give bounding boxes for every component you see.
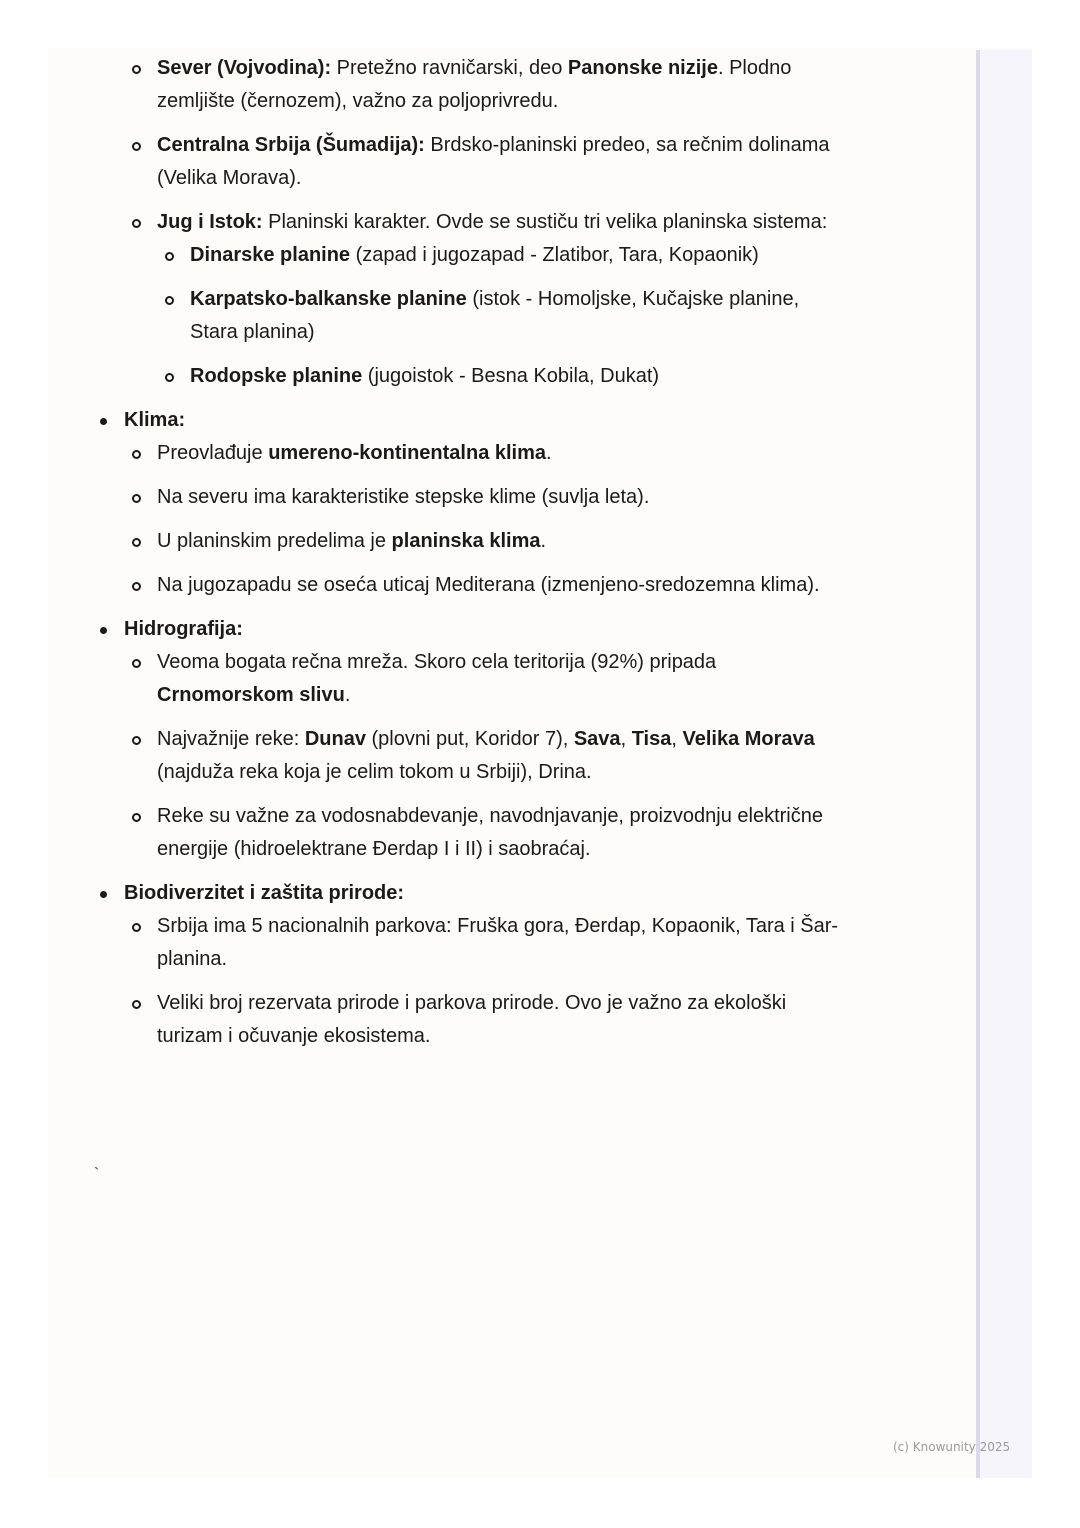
sidebar-pane: [980, 50, 1032, 1478]
document-content: [0, 52, 840, 1064]
list-item-south-east: Jug i Istok: Planinski karakter. Ovde se sustiču tri velika planinska sistema:: [0, 206, 840, 239]
section-heading: Klima:: [124, 409, 186, 431]
list-item: Najvažnije reke: Dunav (plovni put, Koridor 7), Sava, Tisa, Velika Morava (najduža reka koja je celim tokom u Srbiji), Drina.: [0, 723, 840, 789]
section-heading: Hidrografija:: [124, 618, 243, 640]
section-hydrography: [0, 613, 840, 866]
list-item-north: Sever (Vojvodina): Pretežno ravničarski, deo Panonske nizije. Plodno zemljište (černozem), važno za poljoprivredu.: [0, 52, 840, 118]
section-climate: [0, 404, 840, 602]
list-item-rhodope: Rodopske planine (jugoistok - Besna Kobila, Dukat): [0, 360, 840, 393]
section-biodiversity: [0, 877, 840, 1053]
list-item: Veoma bogata rečna mreža. Skoro cela teritorija (92%) pripada Crnomorskom slivu.: [0, 646, 840, 712]
list-item: Veliki broj rezervata prirode i parkova prirode. Ovo je važno za ekološki turizam i očuvanje ekosistema.: [0, 987, 840, 1053]
list-item: U planinskim predelima je planinska klima.: [0, 525, 840, 558]
list-item: Na jugozapadu se oseća uticaj Mediterana (izmenjeno-sredozemna klima).: [0, 569, 840, 602]
list-item-dinaric: Dinarske planine (zapad i jugozapad - Zlatibor, Tara, Kopaonik): [0, 239, 840, 272]
stray-mark: `: [94, 1166, 100, 1183]
section-heading: Biodiverzitet i zaštita prirode:: [124, 882, 405, 904]
list-item-central: Centralna Srbija (Šumadija): Brdsko-planinski predeo, sa rečnim dolinama (Velika Morava).: [0, 129, 840, 195]
list-item: Na severu ima karakteristike stepske klime (suvlja leta).: [0, 481, 840, 514]
terrain-list: [0, 52, 840, 1053]
list-item: Preovlađuje umereno-kontinentalna klima.: [0, 437, 840, 470]
list-item-carpatho-balkan: Karpatsko-balkanske planine (istok - Homoljske, Kučajske planine, Stara planina): [0, 283, 840, 349]
list-item: Srbija ima 5 nacionalnih parkova: Fruška gora, Đerdap, Kopaonik, Tara i Šar-planina.: [0, 910, 840, 976]
list-item: Reke su važne za vodosnabdevanje, navodnjavanje, proizvodnju električne energije (hidroelektrane Đerdap I i II) i saobraćaj.: [0, 800, 840, 866]
copyright-footer: (c) Knowunity 2025: [893, 1440, 1011, 1454]
